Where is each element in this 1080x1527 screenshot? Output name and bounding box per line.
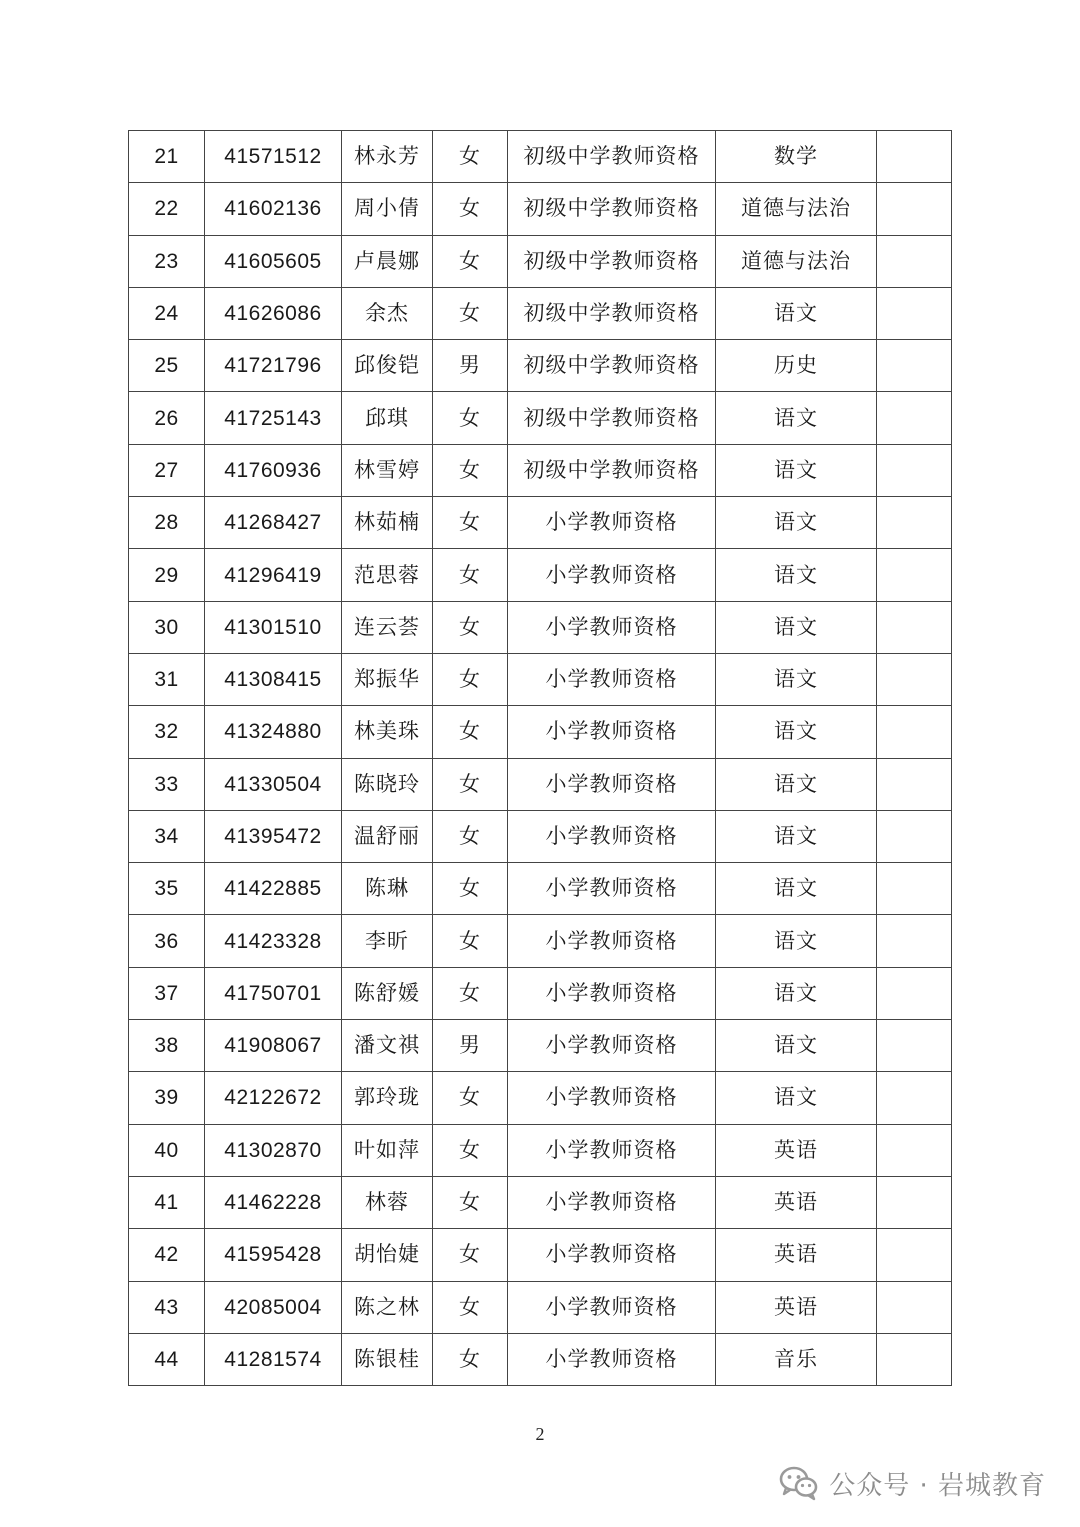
cell-subject: 语文 bbox=[716, 810, 877, 862]
cell-remark bbox=[877, 1333, 952, 1385]
cell-index: 24 bbox=[129, 287, 205, 339]
cell-gender: 女 bbox=[433, 444, 508, 496]
cell-name: 李昕 bbox=[342, 915, 433, 967]
cell-name: 邱俊铠 bbox=[342, 340, 433, 392]
cell-qualification: 初级中学教师资格 bbox=[508, 235, 716, 287]
table-row bbox=[129, 1020, 952, 1072]
cell-subject: 英语 bbox=[716, 1176, 877, 1228]
cell-remark bbox=[877, 1281, 952, 1333]
cell-remark bbox=[877, 340, 952, 392]
cell-gender: 女 bbox=[433, 497, 508, 549]
cell-name: 叶如萍 bbox=[342, 1124, 433, 1176]
cell-remark bbox=[877, 653, 952, 705]
cell-exam-id: 41423328 bbox=[205, 915, 342, 967]
table-row bbox=[129, 287, 952, 339]
table-row bbox=[129, 1229, 952, 1281]
cell-index: 35 bbox=[129, 863, 205, 915]
cell-exam-id: 41301510 bbox=[205, 601, 342, 653]
cell-qualification: 小学教师资格 bbox=[508, 653, 716, 705]
cell-name: 林雪婷 bbox=[342, 444, 433, 496]
cell-qualification: 小学教师资格 bbox=[508, 915, 716, 967]
table-row bbox=[129, 1281, 952, 1333]
cell-gender: 女 bbox=[433, 1333, 508, 1385]
cell-exam-id: 41268427 bbox=[205, 497, 342, 549]
table-row bbox=[129, 444, 952, 496]
cell-index: 31 bbox=[129, 653, 205, 705]
cell-qualification: 小学教师资格 bbox=[508, 810, 716, 862]
cell-gender: 女 bbox=[433, 1124, 508, 1176]
cell-index: 33 bbox=[129, 758, 205, 810]
cell-exam-id: 41721796 bbox=[205, 340, 342, 392]
cell-index: 21 bbox=[129, 131, 205, 183]
cell-remark bbox=[877, 1072, 952, 1124]
table-row bbox=[129, 653, 952, 705]
cell-qualification: 小学教师资格 bbox=[508, 497, 716, 549]
cell-remark bbox=[877, 601, 952, 653]
cell-exam-id: 41626086 bbox=[205, 287, 342, 339]
cell-exam-id: 41302870 bbox=[205, 1124, 342, 1176]
table-row bbox=[129, 1176, 952, 1228]
cell-index: 40 bbox=[129, 1124, 205, 1176]
cell-subject: 道德与法治 bbox=[716, 235, 877, 287]
cell-index: 44 bbox=[129, 1333, 205, 1385]
cell-index: 32 bbox=[129, 706, 205, 758]
cell-name: 余杰 bbox=[342, 287, 433, 339]
cell-qualification: 初级中学教师资格 bbox=[508, 444, 716, 496]
table-row bbox=[129, 706, 952, 758]
cell-exam-id: 41571512 bbox=[205, 131, 342, 183]
cell-name: 郭玲珑 bbox=[342, 1072, 433, 1124]
cell-exam-id: 41462228 bbox=[205, 1176, 342, 1228]
cell-exam-id: 41330504 bbox=[205, 758, 342, 810]
cell-gender: 女 bbox=[433, 549, 508, 601]
cell-qualification: 小学教师资格 bbox=[508, 601, 716, 653]
cell-gender: 女 bbox=[433, 1072, 508, 1124]
cell-subject: 语文 bbox=[716, 549, 877, 601]
cell-name: 范思蓉 bbox=[342, 549, 433, 601]
cell-exam-id: 41725143 bbox=[205, 392, 342, 444]
cell-qualification: 初级中学教师资格 bbox=[508, 340, 716, 392]
cell-remark bbox=[877, 706, 952, 758]
cell-name: 林永芳 bbox=[342, 131, 433, 183]
cell-name: 郑振华 bbox=[342, 653, 433, 705]
table-row bbox=[129, 1333, 952, 1385]
cell-name: 邱琪 bbox=[342, 392, 433, 444]
cell-name: 林蓉 bbox=[342, 1176, 433, 1228]
wechat-icon bbox=[779, 1465, 819, 1501]
cell-qualification: 小学教师资格 bbox=[508, 758, 716, 810]
cell-name: 胡怡婕 bbox=[342, 1229, 433, 1281]
table-row bbox=[129, 915, 952, 967]
cell-subject: 英语 bbox=[716, 1281, 877, 1333]
cell-exam-id: 41908067 bbox=[205, 1020, 342, 1072]
cell-gender: 女 bbox=[433, 287, 508, 339]
table-row bbox=[129, 863, 952, 915]
cell-subject: 语文 bbox=[716, 392, 877, 444]
cell-subject: 历史 bbox=[716, 340, 877, 392]
cell-name: 林茹楠 bbox=[342, 497, 433, 549]
cell-index: 27 bbox=[129, 444, 205, 496]
cell-exam-id: 41296419 bbox=[205, 549, 342, 601]
cell-gender: 女 bbox=[433, 1176, 508, 1228]
cell-index: 43 bbox=[129, 1281, 205, 1333]
cell-remark bbox=[877, 131, 952, 183]
cell-gender: 女 bbox=[433, 915, 508, 967]
cell-remark bbox=[877, 235, 952, 287]
cell-remark bbox=[877, 1020, 952, 1072]
cell-index: 26 bbox=[129, 392, 205, 444]
cell-gender: 女 bbox=[433, 967, 508, 1019]
cell-gender: 女 bbox=[433, 810, 508, 862]
cell-exam-id: 41760936 bbox=[205, 444, 342, 496]
cell-qualification: 小学教师资格 bbox=[508, 1176, 716, 1228]
cell-subject: 语文 bbox=[716, 1020, 877, 1072]
table-row bbox=[129, 183, 952, 235]
cell-subject: 语文 bbox=[716, 967, 877, 1019]
cell-exam-id: 42122672 bbox=[205, 1072, 342, 1124]
cell-gender: 女 bbox=[433, 1281, 508, 1333]
cell-exam-id: 41602136 bbox=[205, 183, 342, 235]
cell-name: 林美珠 bbox=[342, 706, 433, 758]
cell-subject: 语文 bbox=[716, 1072, 877, 1124]
cell-qualification: 小学教师资格 bbox=[508, 967, 716, 1019]
cell-index: 37 bbox=[129, 967, 205, 1019]
cell-remark bbox=[877, 287, 952, 339]
cell-remark bbox=[877, 810, 952, 862]
cell-exam-id: 41750701 bbox=[205, 967, 342, 1019]
cell-index: 34 bbox=[129, 810, 205, 862]
cell-qualification: 小学教师资格 bbox=[508, 1124, 716, 1176]
table-row bbox=[129, 549, 952, 601]
cell-remark bbox=[877, 1229, 952, 1281]
cell-name: 周小倩 bbox=[342, 183, 433, 235]
cell-name: 温舒丽 bbox=[342, 810, 433, 862]
cell-exam-id: 41308415 bbox=[205, 653, 342, 705]
cell-remark bbox=[877, 183, 952, 235]
cell-exam-id: 41422885 bbox=[205, 863, 342, 915]
cell-subject: 语文 bbox=[716, 601, 877, 653]
cell-qualification: 小学教师资格 bbox=[508, 1333, 716, 1385]
cell-subject: 语文 bbox=[716, 444, 877, 496]
cell-subject: 英语 bbox=[716, 1124, 877, 1176]
cell-gender: 男 bbox=[433, 340, 508, 392]
table-row bbox=[129, 1124, 952, 1176]
cell-subject: 语文 bbox=[716, 863, 877, 915]
table-row bbox=[129, 810, 952, 862]
table-row bbox=[129, 131, 952, 183]
cell-index: 25 bbox=[129, 340, 205, 392]
cell-exam-id: 42085004 bbox=[205, 1281, 342, 1333]
cell-gender: 女 bbox=[433, 235, 508, 287]
cell-qualification: 小学教师资格 bbox=[508, 549, 716, 601]
cell-gender: 女 bbox=[433, 131, 508, 183]
cell-remark bbox=[877, 1176, 952, 1228]
cell-index: 23 bbox=[129, 235, 205, 287]
table-row bbox=[129, 392, 952, 444]
cell-gender: 女 bbox=[433, 706, 508, 758]
cell-gender: 女 bbox=[433, 758, 508, 810]
cell-gender: 女 bbox=[433, 183, 508, 235]
cell-name: 潘文祺 bbox=[342, 1020, 433, 1072]
cell-subject: 数学 bbox=[716, 131, 877, 183]
cell-remark bbox=[877, 967, 952, 1019]
cell-subject: 语文 bbox=[716, 758, 877, 810]
cell-remark bbox=[877, 497, 952, 549]
cell-exam-id: 41595428 bbox=[205, 1229, 342, 1281]
cell-gender: 女 bbox=[433, 601, 508, 653]
cell-name: 陈琳 bbox=[342, 863, 433, 915]
cell-subject: 语文 bbox=[716, 915, 877, 967]
cell-subject: 语文 bbox=[716, 497, 877, 549]
cell-index: 38 bbox=[129, 1020, 205, 1072]
cell-subject: 英语 bbox=[716, 1229, 877, 1281]
cell-exam-id: 41395472 bbox=[205, 810, 342, 862]
cell-index: 30 bbox=[129, 601, 205, 653]
cell-qualification: 初级中学教师资格 bbox=[508, 131, 716, 183]
cell-qualification: 小学教师资格 bbox=[508, 1229, 716, 1281]
cell-index: 29 bbox=[129, 549, 205, 601]
cell-remark bbox=[877, 444, 952, 496]
cell-exam-id: 41605605 bbox=[205, 235, 342, 287]
cell-exam-id: 41281574 bbox=[205, 1333, 342, 1385]
cell-index: 42 bbox=[129, 1229, 205, 1281]
cell-index: 36 bbox=[129, 915, 205, 967]
cell-qualification: 小学教师资格 bbox=[508, 1281, 716, 1333]
cell-index: 22 bbox=[129, 183, 205, 235]
cell-qualification: 初级中学教师资格 bbox=[508, 183, 716, 235]
cell-gender: 女 bbox=[433, 392, 508, 444]
cell-name: 卢晨娜 bbox=[342, 235, 433, 287]
cell-name: 连云荟 bbox=[342, 601, 433, 653]
cell-index: 28 bbox=[129, 497, 205, 549]
table-body bbox=[129, 131, 952, 1386]
cell-remark bbox=[877, 1124, 952, 1176]
table-row bbox=[129, 1072, 952, 1124]
cell-gender: 女 bbox=[433, 1229, 508, 1281]
cell-gender: 男 bbox=[433, 1020, 508, 1072]
cell-index: 41 bbox=[129, 1176, 205, 1228]
cell-subject: 音乐 bbox=[716, 1333, 877, 1385]
cell-remark bbox=[877, 392, 952, 444]
cell-qualification: 小学教师资格 bbox=[508, 863, 716, 915]
cell-remark bbox=[877, 863, 952, 915]
table-row bbox=[129, 497, 952, 549]
cell-name: 陈银桂 bbox=[342, 1333, 433, 1385]
page-number: 2 bbox=[535, 1424, 545, 1444]
cell-remark bbox=[877, 915, 952, 967]
cell-name: 陈之林 bbox=[342, 1281, 433, 1333]
cell-subject: 道德与法治 bbox=[716, 183, 877, 235]
cell-gender: 女 bbox=[433, 863, 508, 915]
cell-qualification: 小学教师资格 bbox=[508, 1020, 716, 1072]
cell-name: 陈晓玲 bbox=[342, 758, 433, 810]
table-row bbox=[129, 967, 952, 1019]
table-row bbox=[129, 601, 952, 653]
cell-subject: 语文 bbox=[716, 287, 877, 339]
cell-gender: 女 bbox=[433, 653, 508, 705]
cell-index: 39 bbox=[129, 1072, 205, 1124]
cell-remark bbox=[877, 758, 952, 810]
table-row bbox=[129, 235, 952, 287]
cell-exam-id: 41324880 bbox=[205, 706, 342, 758]
cell-subject: 语文 bbox=[716, 653, 877, 705]
cell-qualification: 初级中学教师资格 bbox=[508, 392, 716, 444]
cell-remark bbox=[877, 549, 952, 601]
cell-qualification: 小学教师资格 bbox=[508, 706, 716, 758]
cell-subject: 语文 bbox=[716, 706, 877, 758]
table-row bbox=[129, 758, 952, 810]
cell-qualification: 小学教师资格 bbox=[508, 1072, 716, 1124]
watermark bbox=[779, 1460, 1046, 1506]
candidate-table bbox=[128, 130, 952, 1386]
table-row bbox=[129, 340, 952, 392]
watermark-text: 公众号 · 岩城教育 bbox=[829, 1470, 1046, 1501]
cell-name: 陈舒媛 bbox=[342, 967, 433, 1019]
cell-qualification: 初级中学教师资格 bbox=[508, 287, 716, 339]
